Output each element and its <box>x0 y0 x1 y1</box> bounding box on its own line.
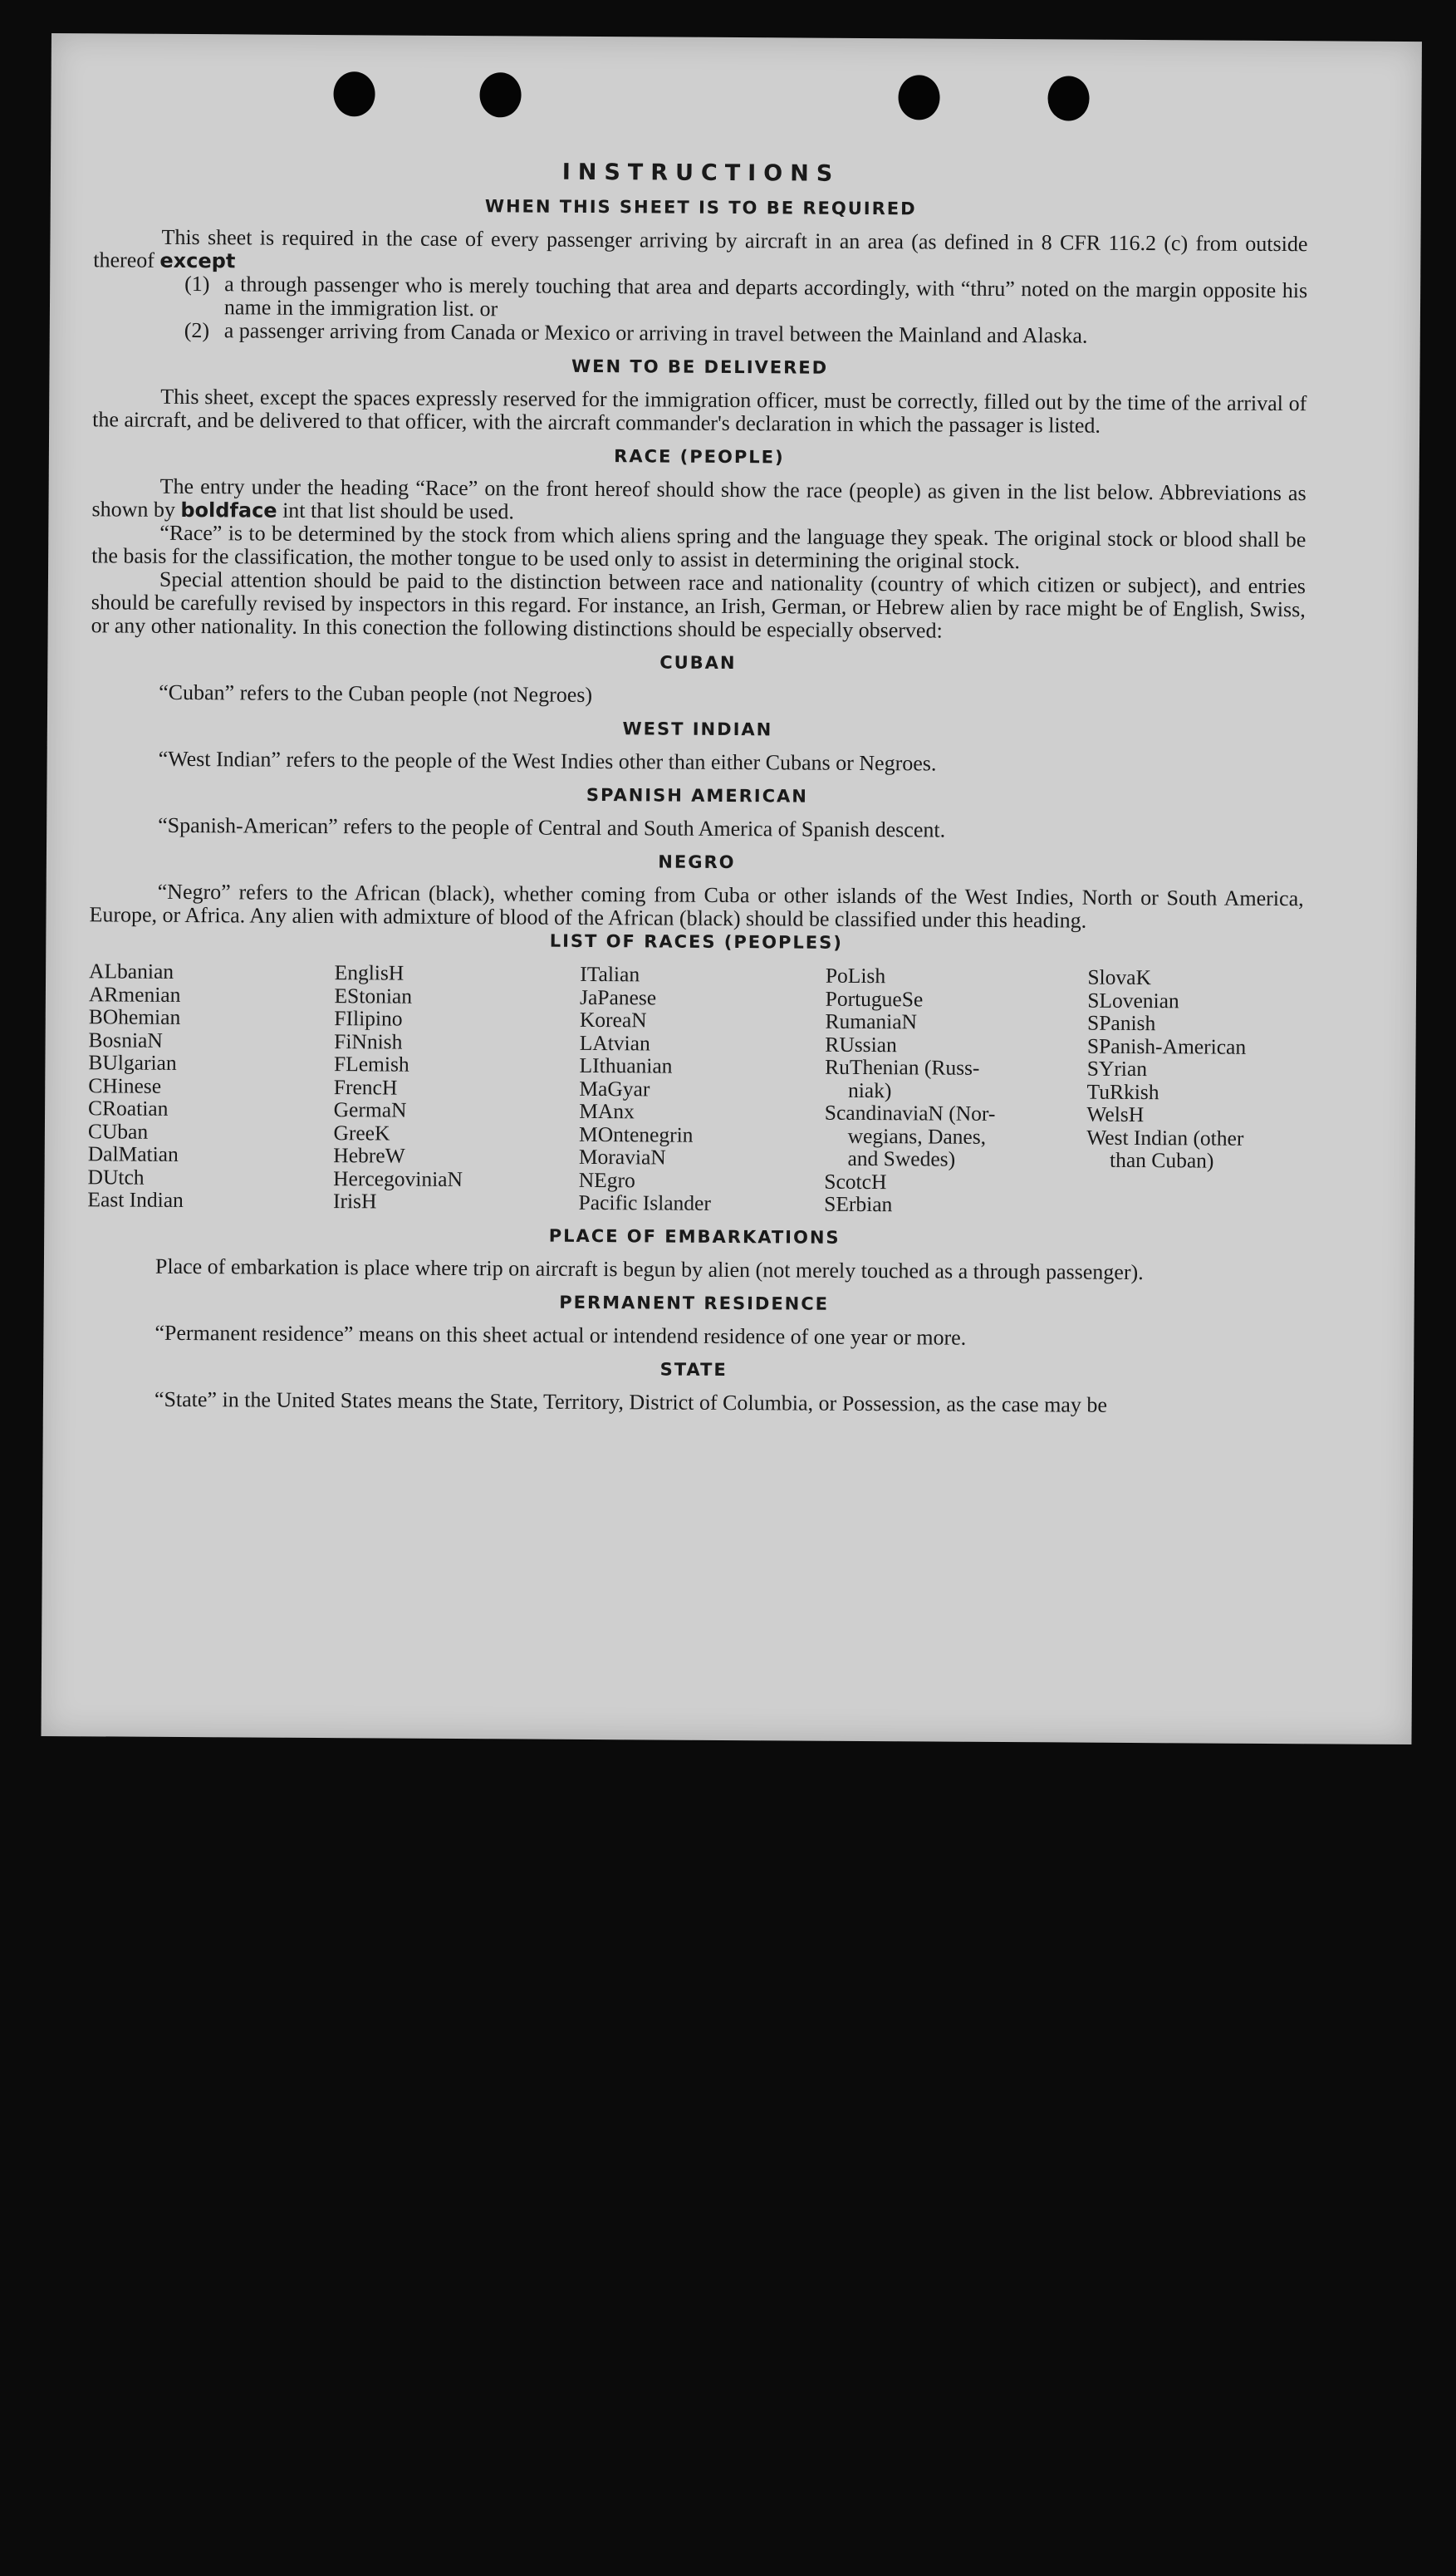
list-number: (2) <box>184 317 210 343</box>
race-entry: EnglisH <box>334 960 404 985</box>
races-column-5 <box>1086 966 1303 1219</box>
race-entry: FIlipino <box>334 1006 403 1031</box>
race-entry: IrisH <box>332 1189 377 1214</box>
race-entry: ITalian <box>580 961 640 987</box>
heading-when-required: WHEN THIS SHEET IS TO BE REQUIRED <box>484 196 917 219</box>
punch-hole <box>1047 76 1089 120</box>
race-entry: HebreW <box>333 1143 405 1168</box>
race-entry: PortugueSe <box>825 986 924 1011</box>
race-entry: DUtch <box>87 1164 145 1190</box>
paragraph-permanent-residence: “Permanent residence” means on this sheet actual or intendend residence of one year or more. <box>154 1320 967 1350</box>
paragraph-race-2: “Race” is to be determined by the stock from which aliens spring and the language they speak. The original stock or blood shall be the basis for the classification, the mother tongue to be used only to assist in determining the original stock. <box>91 520 1306 574</box>
race-entry: ARmenian <box>88 981 181 1007</box>
paragraph-spanish-american: “Spanish-American” refers to the people of Central and South America of Spanish descent. <box>158 812 946 842</box>
list-text: a through passenger who is merely touching that area and departs accordingly, with “thru” noted on the margin opposite his name in the immigration list. or <box>223 272 1308 321</box>
race-entry: JaPanese <box>580 984 657 1009</box>
race-entry: wegians, Danes, <box>847 1123 987 1149</box>
race-entry: NEgro <box>578 1167 635 1192</box>
race-entry: MOntenegrin <box>579 1121 694 1147</box>
race-entry: SYrian <box>1086 1056 1148 1082</box>
race-entry: GreeK <box>333 1120 390 1146</box>
heading-state: STATE <box>659 1359 728 1380</box>
race-entry: TuRkish <box>1086 1079 1159 1104</box>
race-entry: RuThenian (Russ- <box>825 1054 980 1080</box>
bold-except: except <box>159 248 236 273</box>
race-entry: SErbian <box>824 1191 893 1217</box>
race-entry: CUban <box>87 1118 149 1144</box>
punch-hole <box>333 71 375 116</box>
heading-embarkations: PLACE OF EMBARKATIONS <box>548 1225 841 1248</box>
list-number: (1) <box>184 271 210 297</box>
race-entry: EStonian <box>334 983 413 1008</box>
race-entry: SlovaK <box>1087 964 1152 990</box>
race-entry: FiNnish <box>334 1028 403 1054</box>
punch-hole <box>898 75 939 120</box>
races-column-3 <box>579 963 826 1215</box>
race-entry: LAtvian <box>579 1030 650 1055</box>
heading-cuban: CUBAN <box>659 652 737 674</box>
race-entry: East Indian <box>87 1187 184 1212</box>
race-entry: BUlgarian <box>88 1050 177 1075</box>
race-entry: CRoatian <box>88 1096 169 1121</box>
races-column-1 <box>87 959 334 1212</box>
race-entry: and Swedes) <box>847 1146 956 1171</box>
bold-boldface: boldface <box>180 498 277 523</box>
race-entry: DalMatian <box>87 1141 179 1166</box>
race-entry: GermaN <box>333 1097 407 1122</box>
races-column-2 <box>333 961 580 1214</box>
paragraph-when-required <box>93 225 1307 279</box>
race-entry: SLovenian <box>1087 988 1179 1013</box>
race-entry: than Cuban) <box>1109 1147 1214 1173</box>
heading-permanent-residence: PERMANENT RESIDENCE <box>559 1292 830 1314</box>
document-sheet <box>41 33 1421 1744</box>
race-entry: ScandinaviaN (Nor- <box>824 1100 996 1126</box>
race-entry: KoreaN <box>579 1007 647 1033</box>
heading-spanish-american: SPANISH AMERICAN <box>586 784 808 807</box>
punch-hole <box>479 72 521 117</box>
paragraph-race-1 <box>91 474 1306 528</box>
race-entry: FLemish <box>333 1052 409 1077</box>
paragraph-negro: “Negro” refers to the African (black), whether coming from Cuba or other islands of the West Indies, North or South America, Europe, or Africa. Any alien with admixture of blood of the African (black) should be classified under this heading. <box>89 879 1304 933</box>
heading-negro: NEGRO <box>658 851 736 873</box>
race-entry: WelsH <box>1086 1102 1145 1127</box>
paragraph-text: int that list should be used. <box>282 498 514 524</box>
paragraph-delivered: This sheet, except the spaces expressly reserved for the immigration officer, must be correctly, filled out by the time of the arrival of the aircraft, and be delivered to that officer, with the aircraft commander's declaration in which the passager is listed. <box>92 384 1307 438</box>
race-entry: SPanish-American <box>1086 1033 1247 1059</box>
heading-race: RACE (PEOPLE) <box>614 446 785 468</box>
paragraph-cuban: “Cuban” refers to the Cuban people (not Negroes) <box>159 680 593 707</box>
race-entry: MaGyar <box>579 1076 650 1101</box>
race-entry: RumaniaN <box>825 1008 918 1034</box>
races-column-4 <box>824 964 1087 1217</box>
heading-west-indian: WEST INDIAN <box>622 719 773 740</box>
document-body <box>86 156 1308 1417</box>
paragraph-race-3: Special attention should be paid to the distinction between race and nationality (country of which citizen or subject), and entries should be carefully revised by inspectors in this regard. For instance, an Irish, German, or Hebrew alien by race might be of English, Swiss, or any other nationality. In this conection the following distinctions should be especially observed: <box>91 567 1306 643</box>
race-entry: PoLish <box>825 963 886 989</box>
race-entry: ALbanian <box>89 959 174 984</box>
race-entry: MAnx <box>579 1098 635 1124</box>
race-entry: West Indian (other <box>1086 1125 1244 1151</box>
paragraph-state: “State” in the United States means the State, Territory, District of Columbia, or Possession, as the case may be <box>154 1386 1108 1417</box>
heading-delivered: WEN TO BE DELIVERED <box>571 356 829 378</box>
list-text: a passenger arriving from Canada or Mexico or arriving in travel between the Mainland and Alaska. <box>223 318 1088 348</box>
race-entry: LIthuanian <box>579 1052 673 1078</box>
race-entry: niak) <box>847 1077 892 1102</box>
paragraph-embarkations: Place of embarkation is place where trip on aircraft is begun by alien (not merely touched as a through passenger). <box>154 1254 1144 1284</box>
paragraph-west-indian: “West Indian” refers to the people of the West Indies other than either Cubans or Negroes. <box>158 746 937 776</box>
document-title: INSTRUCTIONS <box>561 159 841 187</box>
race-entry: BOhemian <box>88 1004 181 1029</box>
race-entry: CHinese <box>88 1072 162 1098</box>
list-item <box>184 272 1307 326</box>
race-entry: MoraviaN <box>578 1144 666 1170</box>
races-table <box>87 959 1303 1218</box>
race-entry: HercegoviniaN <box>333 1165 463 1191</box>
paragraph-text: The entry under the heading “Race” on the front hereof should show the race (people) as given in the list below. Abbreviations as shown by <box>91 473 1306 522</box>
race-entry: FrencH <box>333 1074 398 1100</box>
paragraph-text: This sheet is required in the case of every passenger arriving by aircraft in an area (as defined in 8 CFR 116.2 (c) from outside thereof <box>93 224 1308 272</box>
heading-list-of-races: LIST OF RACES (PEOPLES) <box>549 930 843 953</box>
race-entry: BosniaN <box>88 1027 163 1052</box>
race-entry: RUssian <box>825 1032 897 1057</box>
race-entry: Pacific Islander <box>578 1190 712 1215</box>
race-entry: SPanish <box>1087 1010 1156 1036</box>
race-entry: ScotcH <box>824 1169 887 1194</box>
